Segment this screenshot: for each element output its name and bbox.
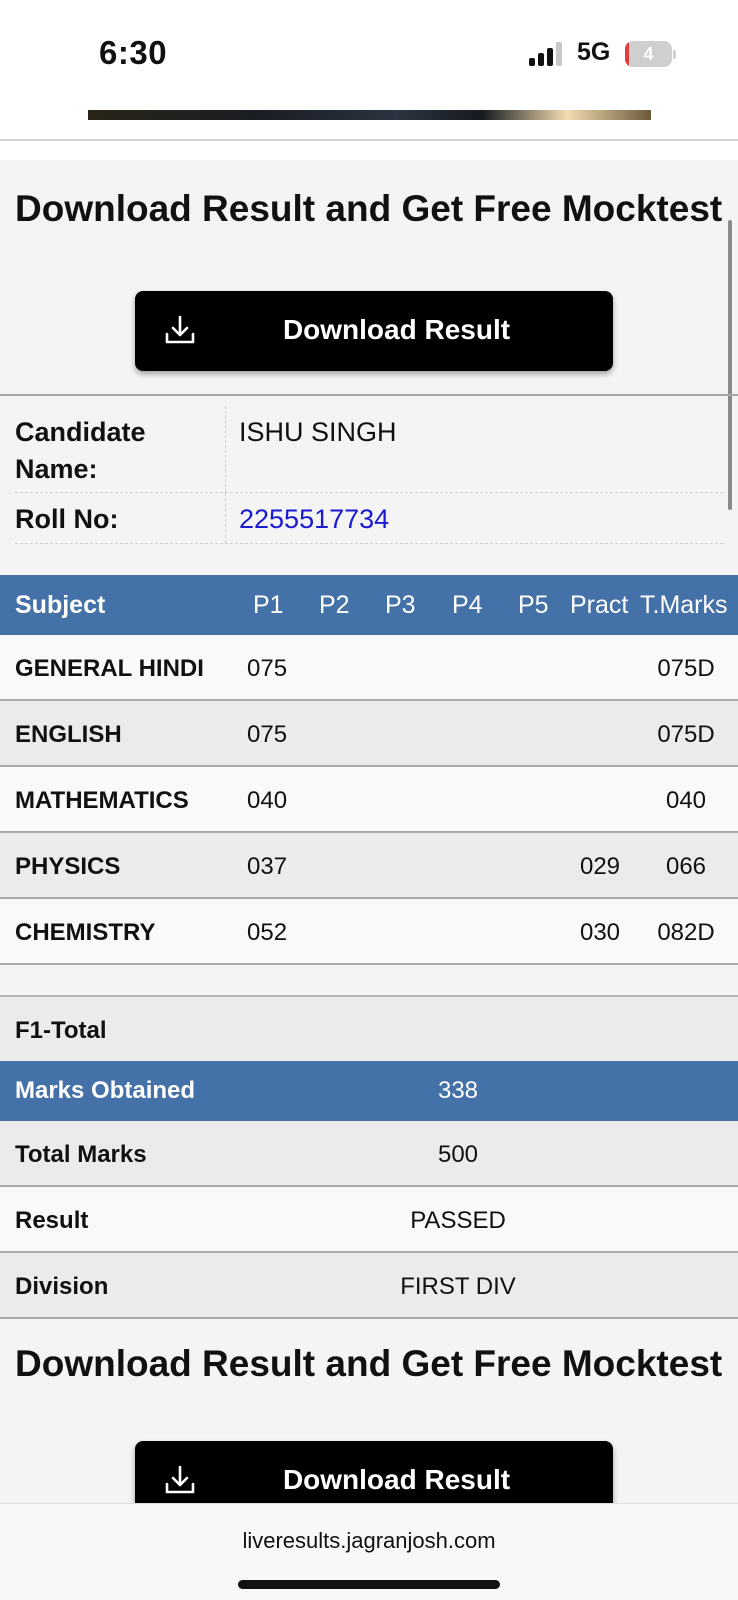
marks-obtained-value: 338: [437, 1077, 479, 1104]
battery-level: 4: [643, 44, 654, 64]
page-content: [0, 160, 738, 1503]
f1-total-row: [0, 997, 738, 1063]
divider: [0, 394, 738, 396]
download-result-label: Download Result: [282, 1464, 511, 1495]
download-result-label: Download Result: [282, 314, 511, 345]
total-cell: 075D: [657, 721, 715, 748]
section-heading-top: Download Result and Get Free Mocktest: [15, 188, 723, 229]
roll-number-row: [15, 493, 723, 544]
status-bar: [0, 0, 738, 110]
table-row: [0, 833, 738, 899]
subject-cell: CHEMISTRY: [15, 919, 156, 946]
battery-icon: [625, 41, 672, 67]
download-result-button-bottom[interactable]: [135, 1441, 613, 1503]
table-row: [0, 635, 738, 701]
table-row: [0, 767, 738, 833]
result-row: [0, 1187, 738, 1253]
section-heading-bottom: Download Result and Get Free Mocktest: [15, 1343, 723, 1384]
total-marks-label: Total Marks: [15, 1141, 147, 1168]
header-subject: Subject: [15, 591, 106, 619]
marks-obtained-label: Marks Obtained: [15, 1077, 196, 1104]
marks-table-header: [0, 575, 738, 635]
result-value: PASSED: [410, 1207, 506, 1234]
division-value: FIRST DIV: [400, 1273, 516, 1300]
header-p2: P2: [319, 591, 350, 619]
candidate-name-value: ISHU SINGH: [239, 417, 397, 447]
p1-cell: 052: [247, 919, 288, 946]
total-marks-value: 500: [437, 1141, 479, 1168]
marks-obtained-row: [0, 1061, 738, 1121]
f1-total-label: F1-Total: [15, 1017, 107, 1044]
subject-cell: PHYSICS: [15, 853, 121, 880]
subject-cell: ENGLISH: [15, 721, 122, 748]
network-type: 5G: [577, 38, 611, 66]
total-cell: 040: [665, 787, 707, 814]
division-label: Division: [15, 1273, 109, 1300]
total-cell: 075D: [657, 655, 715, 682]
cellular-signal-icon: [529, 42, 565, 66]
table-row: [0, 701, 738, 767]
p1-cell: 075: [247, 721, 288, 748]
total-cell: 066: [665, 853, 707, 880]
battery-cap: [673, 50, 676, 59]
browser-address-bar[interactable]: [0, 1503, 738, 1600]
url-text[interactable]: liveresults.jagranjosh.com: [242, 1528, 496, 1553]
p1-cell: 075: [247, 655, 288, 682]
total-cell: 082D: [657, 919, 715, 946]
status-time: 6:30: [99, 34, 168, 71]
division-row: [0, 1253, 738, 1319]
subject-cell: GENERAL HINDI: [15, 655, 204, 682]
ad-banner-image[interactable]: [88, 110, 651, 120]
candidate-name-row: [15, 406, 723, 493]
header-pract: Pract: [570, 591, 629, 619]
p1-cell: 040: [247, 787, 288, 814]
subject-cell: MATHEMATICS: [15, 787, 189, 814]
download-result-button-top[interactable]: [135, 291, 613, 371]
home-indicator[interactable]: [238, 1580, 500, 1589]
result-label: Result: [15, 1207, 89, 1234]
table-row: [0, 899, 738, 965]
roll-number-link[interactable]: 2255517734: [239, 504, 390, 534]
candidate-name-label: Candidate Name:: [15, 406, 226, 492]
header-p3: P3: [385, 591, 416, 619]
total-marks-row: [0, 1121, 738, 1187]
header-p5: P5: [518, 591, 549, 619]
divider: [0, 139, 738, 141]
header-total-marks: T.Marks: [640, 591, 728, 619]
scrollbar[interactable]: [728, 220, 732, 510]
header-p1: P1: [253, 591, 284, 619]
roll-number-label: Roll No:: [15, 493, 226, 543]
p1-cell: 037: [247, 853, 288, 880]
pract-cell: 030: [579, 919, 621, 946]
pract-cell: 029: [579, 853, 621, 880]
header-p4: P4: [452, 591, 483, 619]
